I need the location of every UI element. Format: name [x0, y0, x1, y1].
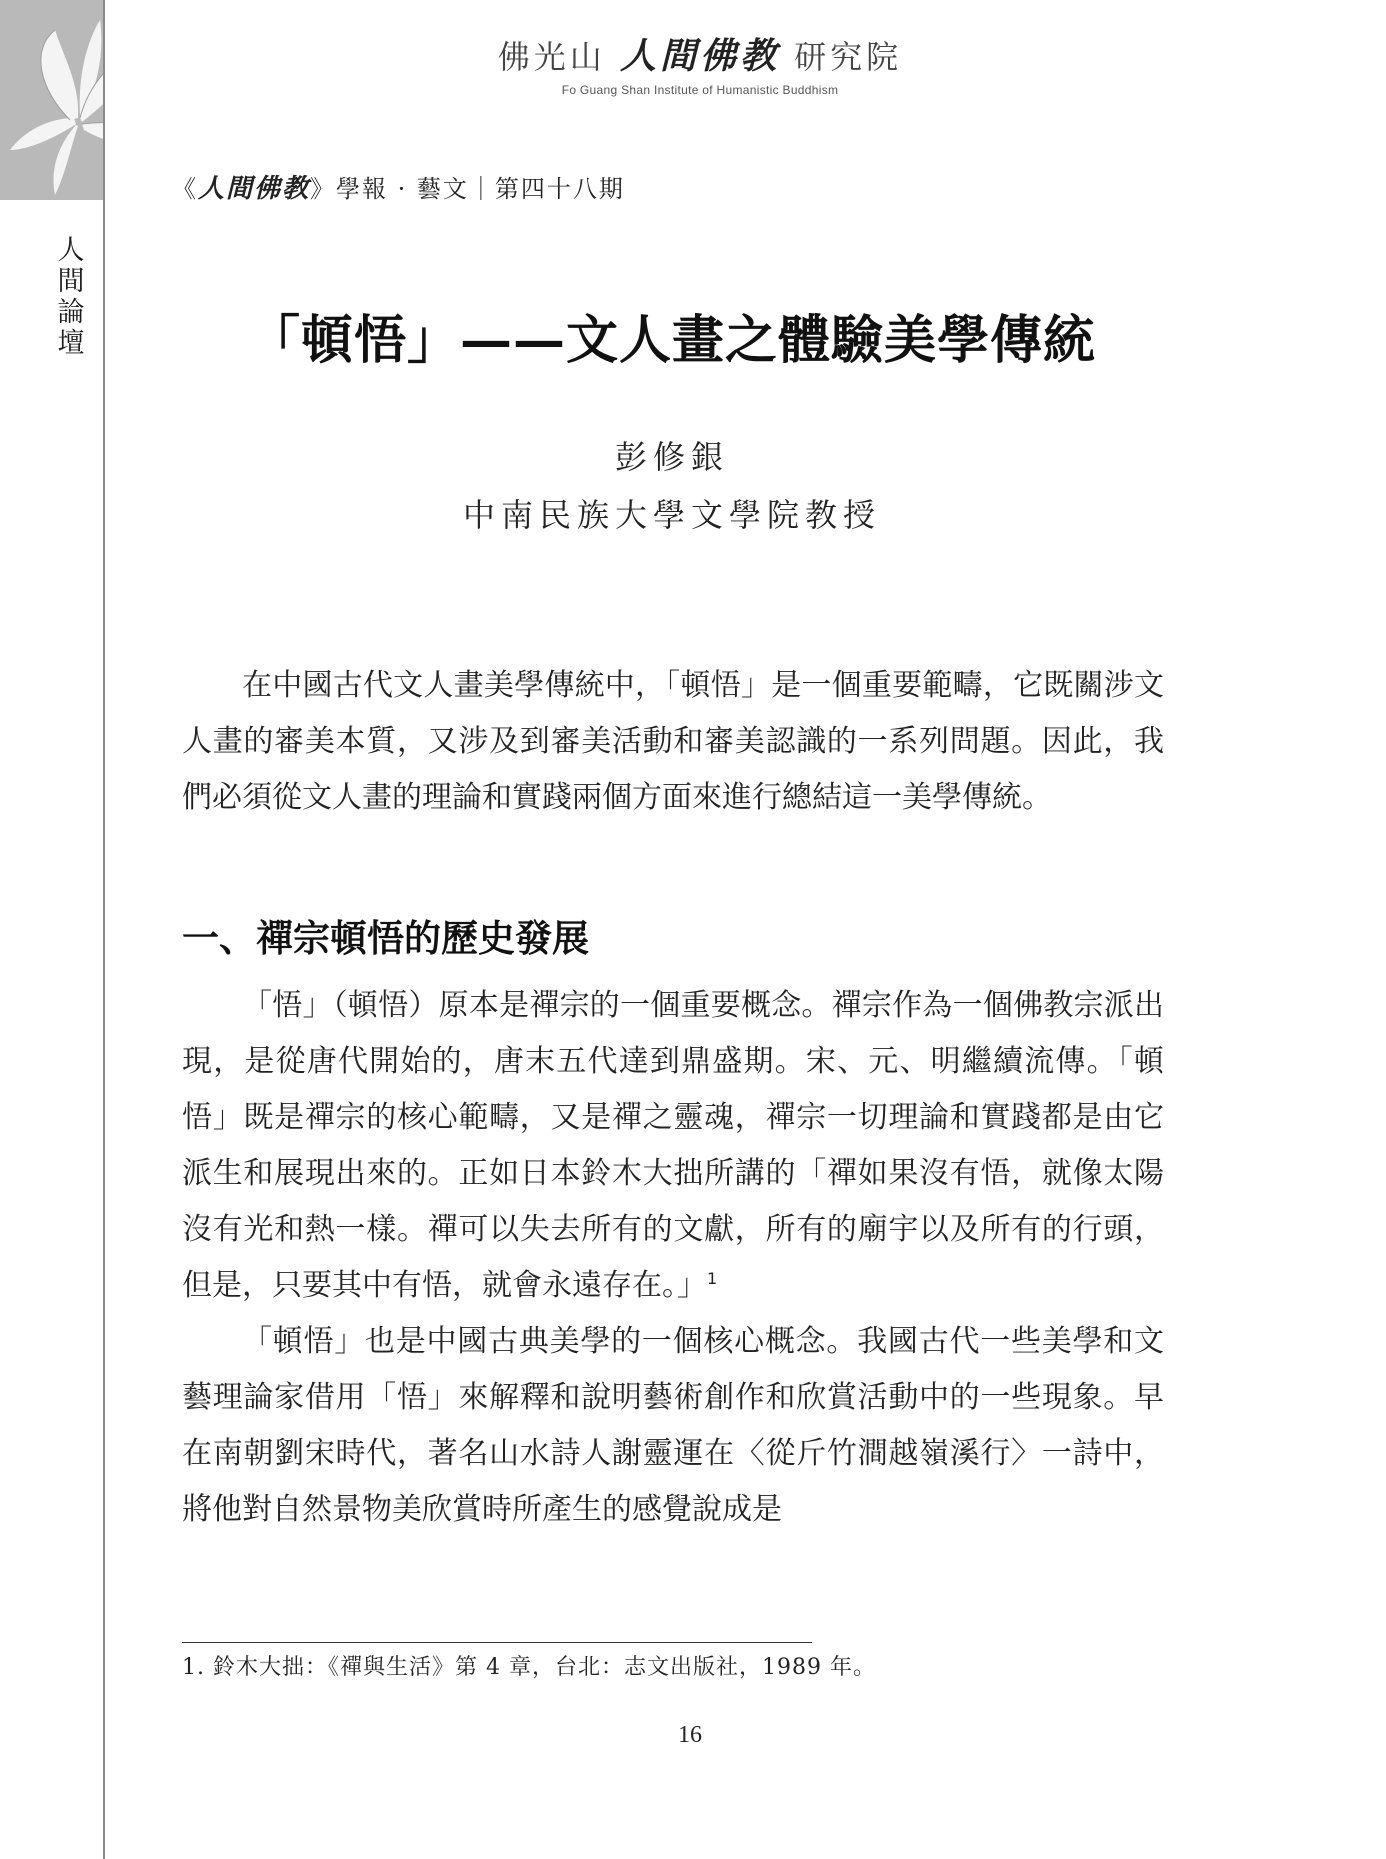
logo-line [380, 28, 1020, 79]
article-title: 「頓悟」——文人畫之體驗美學傳統 [247, 310, 1096, 371]
journal-rest: 》學報 · 藝文｜第四十八期 [310, 175, 625, 203]
footnote-mark: 1 [707, 1269, 718, 1288]
footnote: 1. 鈴木大拙：《禪與生活》第 4 章，台北：志文出版社，1989 年。 [182, 1655, 876, 1680]
section-tab-char: 人 [57, 235, 85, 266]
paragraph [182, 1314, 1164, 1538]
paragraph [182, 978, 1164, 1314]
paragraph-text: 「悟」（頓悟）原本是禪宗的一個重要概念。禪宗作為一個佛教宗派出現，是從唐代開始的，唐末五代達到鼎盛期。宋、元、明繼續流傳。「頓悟」既是禪宗的核心範疇，又是禪之靈魂，禪宗一切理論和實踐都是由它派生和展現出來的。正如日本鈴木大拙所講的「禪如果沒有悟，就像太陽沒有光和熱一樣。禪可以失去所有的文獻，所有的廟宇以及所有的行頭，但是，只要其中有悟，就會永遠存在。」 [182, 988, 1164, 1303]
journal-script: 人間佛教 [198, 174, 311, 204]
intro-text: 在中國古代文人畫美學傳統中，「頓悟」是一個重要範疇，它既關涉文人畫的審美本質，又涉及到審美活動和審美認識的一系列問題。因此，我們必須從文人畫的理論和實踐兩個方面來進行總結這一美學傳統。 [182, 668, 1164, 815]
logo-script: 人間佛教 [619, 35, 780, 77]
section-heading: 一、禪宗頓悟的歷史發展 [182, 916, 589, 960]
logo-prefix: 佛光山 [497, 38, 606, 76]
institute-logo [380, 28, 1020, 97]
section-body [182, 978, 1164, 1538]
journal-open-bracket: 《 [172, 175, 198, 203]
left-margin-bar [0, 0, 105, 1859]
section-tab-char: 間 [57, 266, 85, 297]
section-tab [56, 235, 86, 359]
logo-subtitle: Fo Guang Shan Institute of Humanistic Buddhism [561, 83, 839, 97]
section-tab-char: 論 [57, 297, 85, 328]
paragraph-text: 「頓悟」也是中國古典美學的一個核心概念。我國古代一些美學和文藝理論家借用「悟」來解釋和說明藝術創作和欣賞活動中的一些現象。早在南朝劉宋時代，著名山水詩人謝靈運在〈從斤竹澗越嶺溪行〉一詩中，將他對自然景物美欣賞時所產生的感覺說成是 [182, 1324, 1164, 1527]
page-number: 16 [678, 1722, 702, 1748]
lotus-flower-icon [0, 0, 103, 200]
intro-paragraph [182, 658, 1164, 826]
journal-header [172, 168, 625, 205]
article-author: 彭修銀 [614, 438, 729, 476]
logo-suffix: 研究院 [794, 38, 903, 76]
footnote-divider [182, 1642, 812, 1643]
author-affiliation: 中南民族大學文學院教授 [462, 496, 881, 534]
sidebar-emblem-panel [0, 0, 103, 200]
section-tab-char: 壇 [57, 328, 85, 359]
